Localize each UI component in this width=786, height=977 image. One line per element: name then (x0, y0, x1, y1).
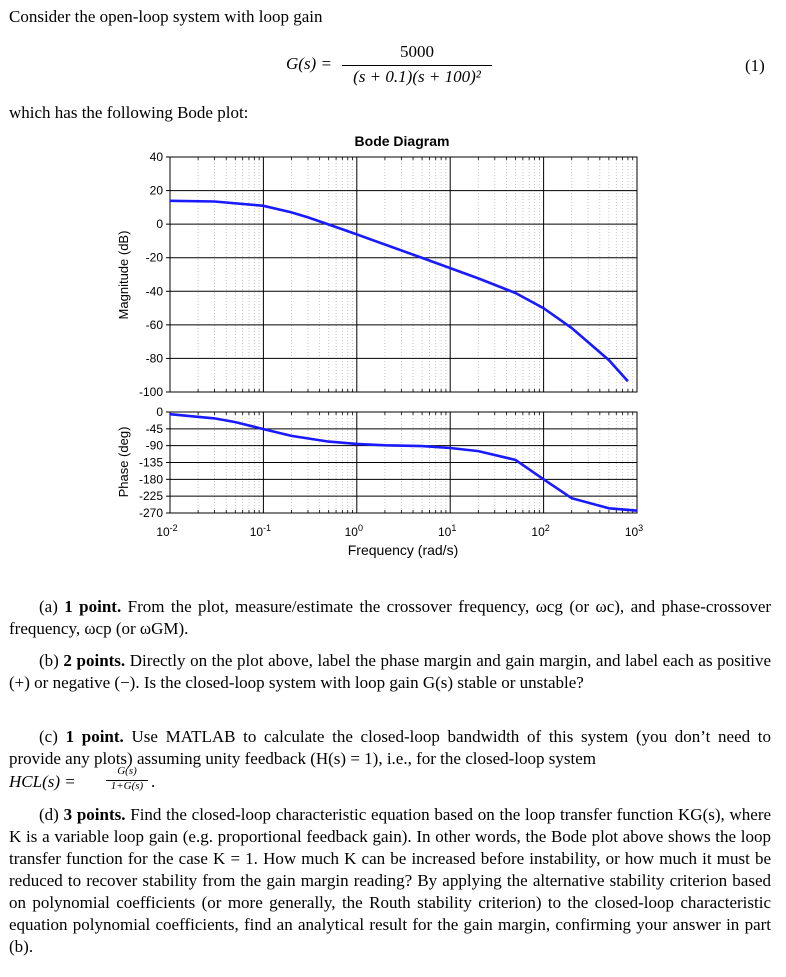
magnitude-tick-label: -100 (138, 385, 163, 399)
question-c-points: 1 point. (65, 727, 124, 746)
phase-tick-label: -90 (145, 438, 163, 453)
equation-number: (1) (745, 56, 765, 75)
magnitude-grid (170, 157, 637, 392)
phase-axis-label: Phase (deg) (116, 426, 131, 498)
question-c-text: Use MATLAB to calculate the closed-loop bandwidth of this system (you don’t need to provide any plots) assuming unity feedback (H(s) = 1), i.e., for the closed-loop system (9, 727, 772, 768)
frequency-tick-label: $10^{-2}$ (156, 523, 178, 539)
question-d-label: (d) (39, 805, 59, 824)
question-c (9, 726, 771, 770)
phase-tick-label: 0 (156, 405, 163, 419)
frequency-tick-label: $10^{-1}$ (249, 523, 272, 539)
frequency-x-ticks (156, 523, 643, 539)
equation-denominator: (s + 0.1)(s + 100)² (353, 67, 481, 86)
frequency-tick-label: $10^0$ (344, 523, 363, 539)
frequency-tick-label: $10^3$ (624, 523, 644, 539)
magnitude-tick-label: 20 (149, 183, 163, 198)
question-c-label: (c) (39, 727, 58, 746)
question-b-label: (b) (39, 651, 59, 670)
question-a-text: From the plot, measure/estimate the crossover frequency, ωcg (or ωc), and phase-crossover frequency, ωcp (or ωGM). (9, 597, 772, 638)
question-a (9, 596, 771, 640)
phase-tick-label: -270 (138, 506, 163, 520)
phase-tick-label: -225 (138, 489, 163, 504)
magnitude-tick-label: 0 (156, 217, 163, 232)
magnitude-tick-label: -80 (145, 351, 163, 366)
phase-y-ticks (139, 405, 170, 520)
closed-loop-formula-numerator: G(s) (117, 765, 137, 777)
question-a-points: 1 point. (64, 597, 122, 616)
phase-tick-label: -180 (138, 472, 163, 487)
bode-intro-text: which has the following Bode plot: (9, 103, 249, 122)
question-d-points: 3 points. (63, 805, 126, 824)
magnitude-tick-label: -40 (145, 284, 163, 299)
chart-title: Bode Diagram (354, 133, 450, 149)
closed-loop-formula-lhs: HCL(s) = (9, 772, 76, 791)
question-b-points: 2 points. (63, 651, 126, 670)
magnitude-axis-label: Magnitude (dB) (116, 230, 131, 320)
equation-lhs: G(s) = (286, 54, 332, 73)
magnitude-tick-label: 40 (149, 150, 163, 164)
phase-tick-label: -135 (138, 455, 163, 470)
magnitude-tick-label: -60 (145, 317, 163, 332)
frequency-tick-label: $10^1$ (438, 523, 457, 539)
phase-grid (170, 412, 637, 513)
closed-loop-formula-period: . (151, 772, 156, 791)
phase-tick-label: -45 (145, 421, 163, 436)
magnitude-axes-frame (170, 157, 637, 392)
frequency-axis-label: Frequency (rad/s) (347, 542, 459, 558)
question-b-text: Directly on the plot above, label the phase margin and gain margin, and label each as positive (+) or negative (−). Is the closed-loop system with loop gain G(s) stable or unstable? (9, 651, 771, 692)
question-d (9, 804, 771, 958)
question-a-label: (a) (39, 597, 58, 616)
question-d-text: Find the closed-loop characteristic equation based on the loop transfer function KG(s), where K is a variable loop gain (e.g. proportional feedback gain). In other words, the Bode plot above shows the loop transfer function for the case K = 1. How much K can be increased before instability, or how much it must be reduced to recover stability from the gain margin reading? By applying the alternative stability criterion based on polynomial coefficients (or more generally, the Routh stability criterion) to the closed-loop characteristic equation polynomial coefficients, find an analytical result for the gain margin, confirming your answer in part (b). (9, 805, 772, 956)
frequency-tick-label: $10^2$ (531, 523, 550, 539)
magnitude-tick-label: -20 (145, 250, 163, 265)
magnitude-y-ticks (139, 150, 170, 399)
equation-numerator: 5000 (400, 42, 434, 61)
closed-loop-formula-denominator: 1+G(s) (110, 780, 144, 792)
intro-text: Consider the open-loop system with loop gain (9, 7, 323, 26)
question-b (9, 650, 771, 694)
